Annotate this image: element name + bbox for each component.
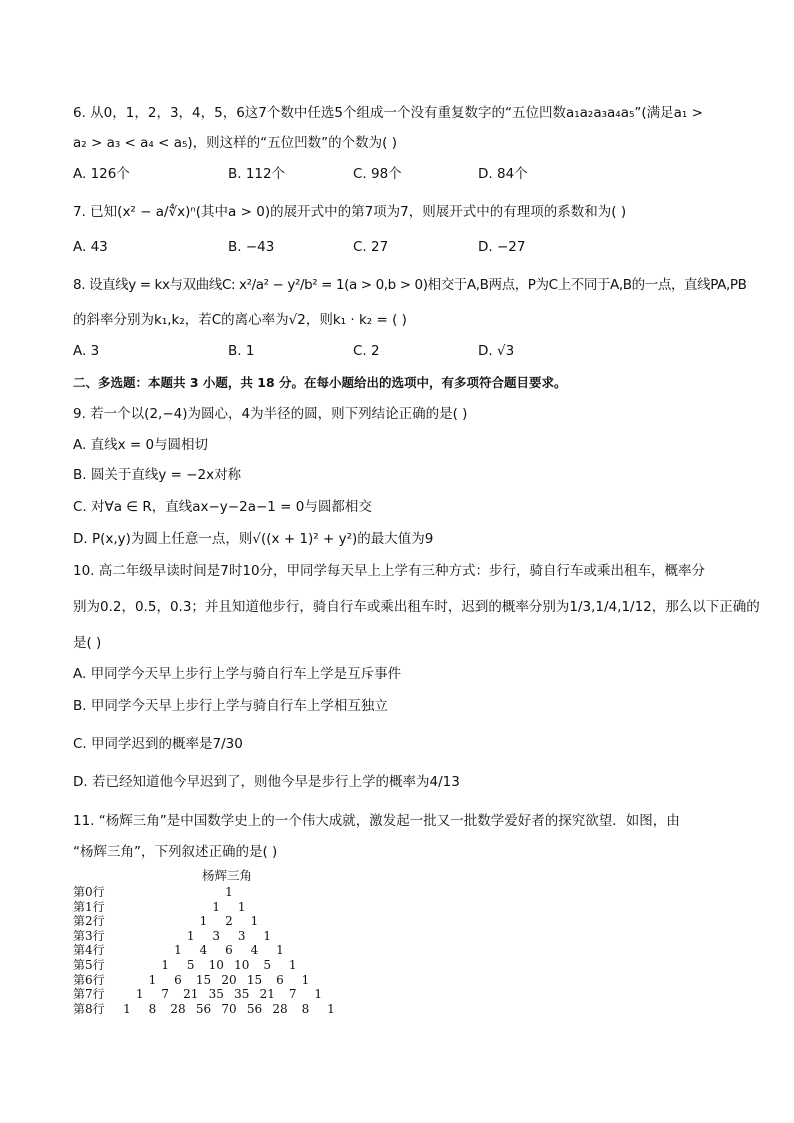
triangle-row-label: 第7行 [73, 987, 105, 1002]
triangle-value: 4 [250, 943, 259, 958]
triangle-value: 1 [288, 958, 297, 972]
triangle-value: 10 [234, 958, 250, 972]
triangle-value: 1 [174, 943, 182, 958]
triangle-value: 5 [186, 958, 195, 972]
q8-stem-line1: 8. 设直线y = kx与双曲线C: x²/a² − y²/b² = 1(a > 0,b > 0)相交于A,B两点，P为C上不同于A,B的一点，直线PA,PB [73, 277, 747, 293]
q6-option-b: B. 112个 [228, 166, 286, 182]
triangle-value: 2 [225, 914, 233, 929]
triangle-value: 8 [148, 1001, 157, 1016]
q11-stem-line1: 11. “杨辉三角”是中国数学史上的一个伟大成就，激发起一批又一批数学爱好者的探究欲望．如图，由 [73, 813, 680, 829]
section-heading-multiple-choice: 二、多选题：本题共 3 小题，共 18 分。在每小题给出的选项中，有多项符合题目要求。 [73, 375, 567, 390]
triangle-value: 8 [301, 1001, 310, 1016]
triangle-value: 6 [225, 943, 233, 958]
triangle-value: 28 [272, 1001, 288, 1016]
triangle-value: 56 [195, 1001, 212, 1016]
q10-stem-line2: 别为0.2，0.5，0.3；并且知道他步行，骑自行车或乘出租车时，迟到的概率分别为1/3,1/4,1/12，那么以下正确的 [73, 599, 760, 615]
q8-option-b: B. 1 [228, 343, 255, 359]
triangle-value: 15 [246, 972, 263, 987]
triangle-value: 1 [237, 899, 246, 914]
triangle-value: 1 [263, 928, 272, 943]
q6-option-c: C. 98个 [353, 166, 402, 182]
q7-option-b: B. −43 [228, 239, 275, 255]
q10-option-b: B. 甲同学今天早上步行上学与骑自行车上学相互独立 [73, 698, 388, 714]
triangle-row-label: 第2行 [73, 914, 105, 929]
q9-option-a: A. 直线x = 0与圆相切 [73, 437, 209, 453]
q9-stem: 9. 若一个以(2,−4)为圆心，4为半径的圆，则下列结论正确的是( ) [73, 406, 468, 422]
q8-option-d: D. √3 [478, 343, 515, 359]
q10-stem-line3: 是( ) [73, 635, 102, 651]
triangle-value: 7 [161, 987, 170, 1002]
triangle-row-label: 第3行 [73, 928, 105, 943]
triangle-value: 1 [327, 1001, 335, 1016]
q6-option-d: D. 84个 [478, 166, 528, 182]
q7-option-d: D. −27 [478, 239, 526, 255]
triangle-value: 10 [208, 958, 224, 972]
q8-option-a: A. 3 [73, 343, 100, 359]
triangle-value: 35 [234, 987, 250, 1002]
triangle-value: 1 [161, 958, 170, 972]
q7-option-a: A. 43 [73, 239, 108, 255]
triangle-value: 1 [301, 972, 310, 987]
triangle-value: 1 [225, 885, 233, 899]
triangle-value: 56 [246, 1001, 263, 1016]
triangle-value: 7 [288, 987, 297, 1002]
triangle-value: 1 [123, 1001, 131, 1016]
triangle-value: 35 [208, 987, 224, 1002]
q7-option-c: C. 27 [353, 239, 389, 255]
triangle-value: 1 [148, 972, 157, 987]
q6-stem-line1: 6. 从0，1，2，3，4，5，6这7个数中任选5个组成一个没有重复数字的“五位凹数a₁a₂a₃a₄a₅”(满足a₁ > [73, 105, 703, 121]
triangle-value: 28 [170, 1001, 186, 1016]
q6-option-a: A. 126个 [73, 166, 130, 182]
triangle-value: 20 [221, 972, 237, 987]
triangle-value: 1 [250, 914, 259, 929]
q8-option-c: C. 2 [353, 343, 380, 359]
triangle-value: 3 [212, 928, 221, 943]
triangle-value: 21 [183, 987, 199, 1002]
triangle-row-label: 第8行 [73, 1001, 105, 1016]
q9-option-c: C. 对∀a ∈ R，直线ax−y−2a−1 = 0与圆都相交 [73, 499, 372, 515]
triangle-value: 1 [314, 987, 323, 1002]
triangle-value: 21 [259, 987, 275, 1002]
q10-option-a: A. 甲同学今天早上步行上学与骑自行车上学是互斥事件 [73, 666, 402, 682]
triangle-value: 1 [276, 943, 284, 958]
triangle-value: 70 [221, 1001, 237, 1016]
triangle-value: 6 [174, 972, 182, 987]
triangle-row-label: 第0行 [73, 885, 105, 899]
q6-stem-line2: a₂ > a₃ < a₄ < a₅)，则这样的“五位凹数”的个数为( ) [73, 135, 397, 151]
triangle-value: 3 [237, 928, 246, 943]
triangle-value: 4 [199, 943, 208, 958]
triangle-value: 5 [263, 958, 272, 972]
triangle-value: 1 [135, 987, 144, 1002]
triangle-value: 1 [212, 899, 221, 914]
yanghui-triangle-title: 杨辉三角 [202, 868, 253, 883]
triangle-row-label: 第6行 [73, 972, 105, 987]
q11-stem-line2: “杨辉三角”，下列叙述正确的是( ) [73, 844, 278, 860]
q8-stem-line2: 的斜率分别为k₁,k₂，若C的离心率为√2，则k₁ · k₂ = ( ) [73, 312, 407, 328]
triangle-value: 6 [276, 972, 284, 987]
q10-option-d: D. 若已经知道他今早迟到了，则他今早是步行上学的概率为4/13 [73, 774, 460, 790]
triangle-row-label: 第5行 [73, 958, 105, 972]
q10-option-c: C. 甲同学迟到的概率是7/30 [73, 736, 243, 752]
triangle-value: 1 [186, 928, 195, 943]
q7-stem: 7. 已知(x² − a/∜x)ⁿ(其中a > 0)的展开式中的第7项为7，则展开式中的有理项的系数和为( ) [73, 204, 627, 220]
triangle-row-label: 第1行 [73, 899, 105, 914]
triangle-value: 15 [195, 972, 212, 987]
q10-stem-line1: 10. 高二年级早读时间是7时10分，甲同学每天早上上学有三种方式：步行，骑自行车或乘出租车，概率分 [73, 563, 706, 579]
triangle-row-label: 第4行 [73, 943, 105, 958]
triangle-value: 1 [199, 914, 208, 929]
q9-option-b: B. 圆关于直线y = −2x对称 [73, 467, 242, 483]
q9-option-d: D. P(x,y)为圆上任意一点，则√((x + 1)² + y²)的最大值为9 [73, 531, 434, 547]
